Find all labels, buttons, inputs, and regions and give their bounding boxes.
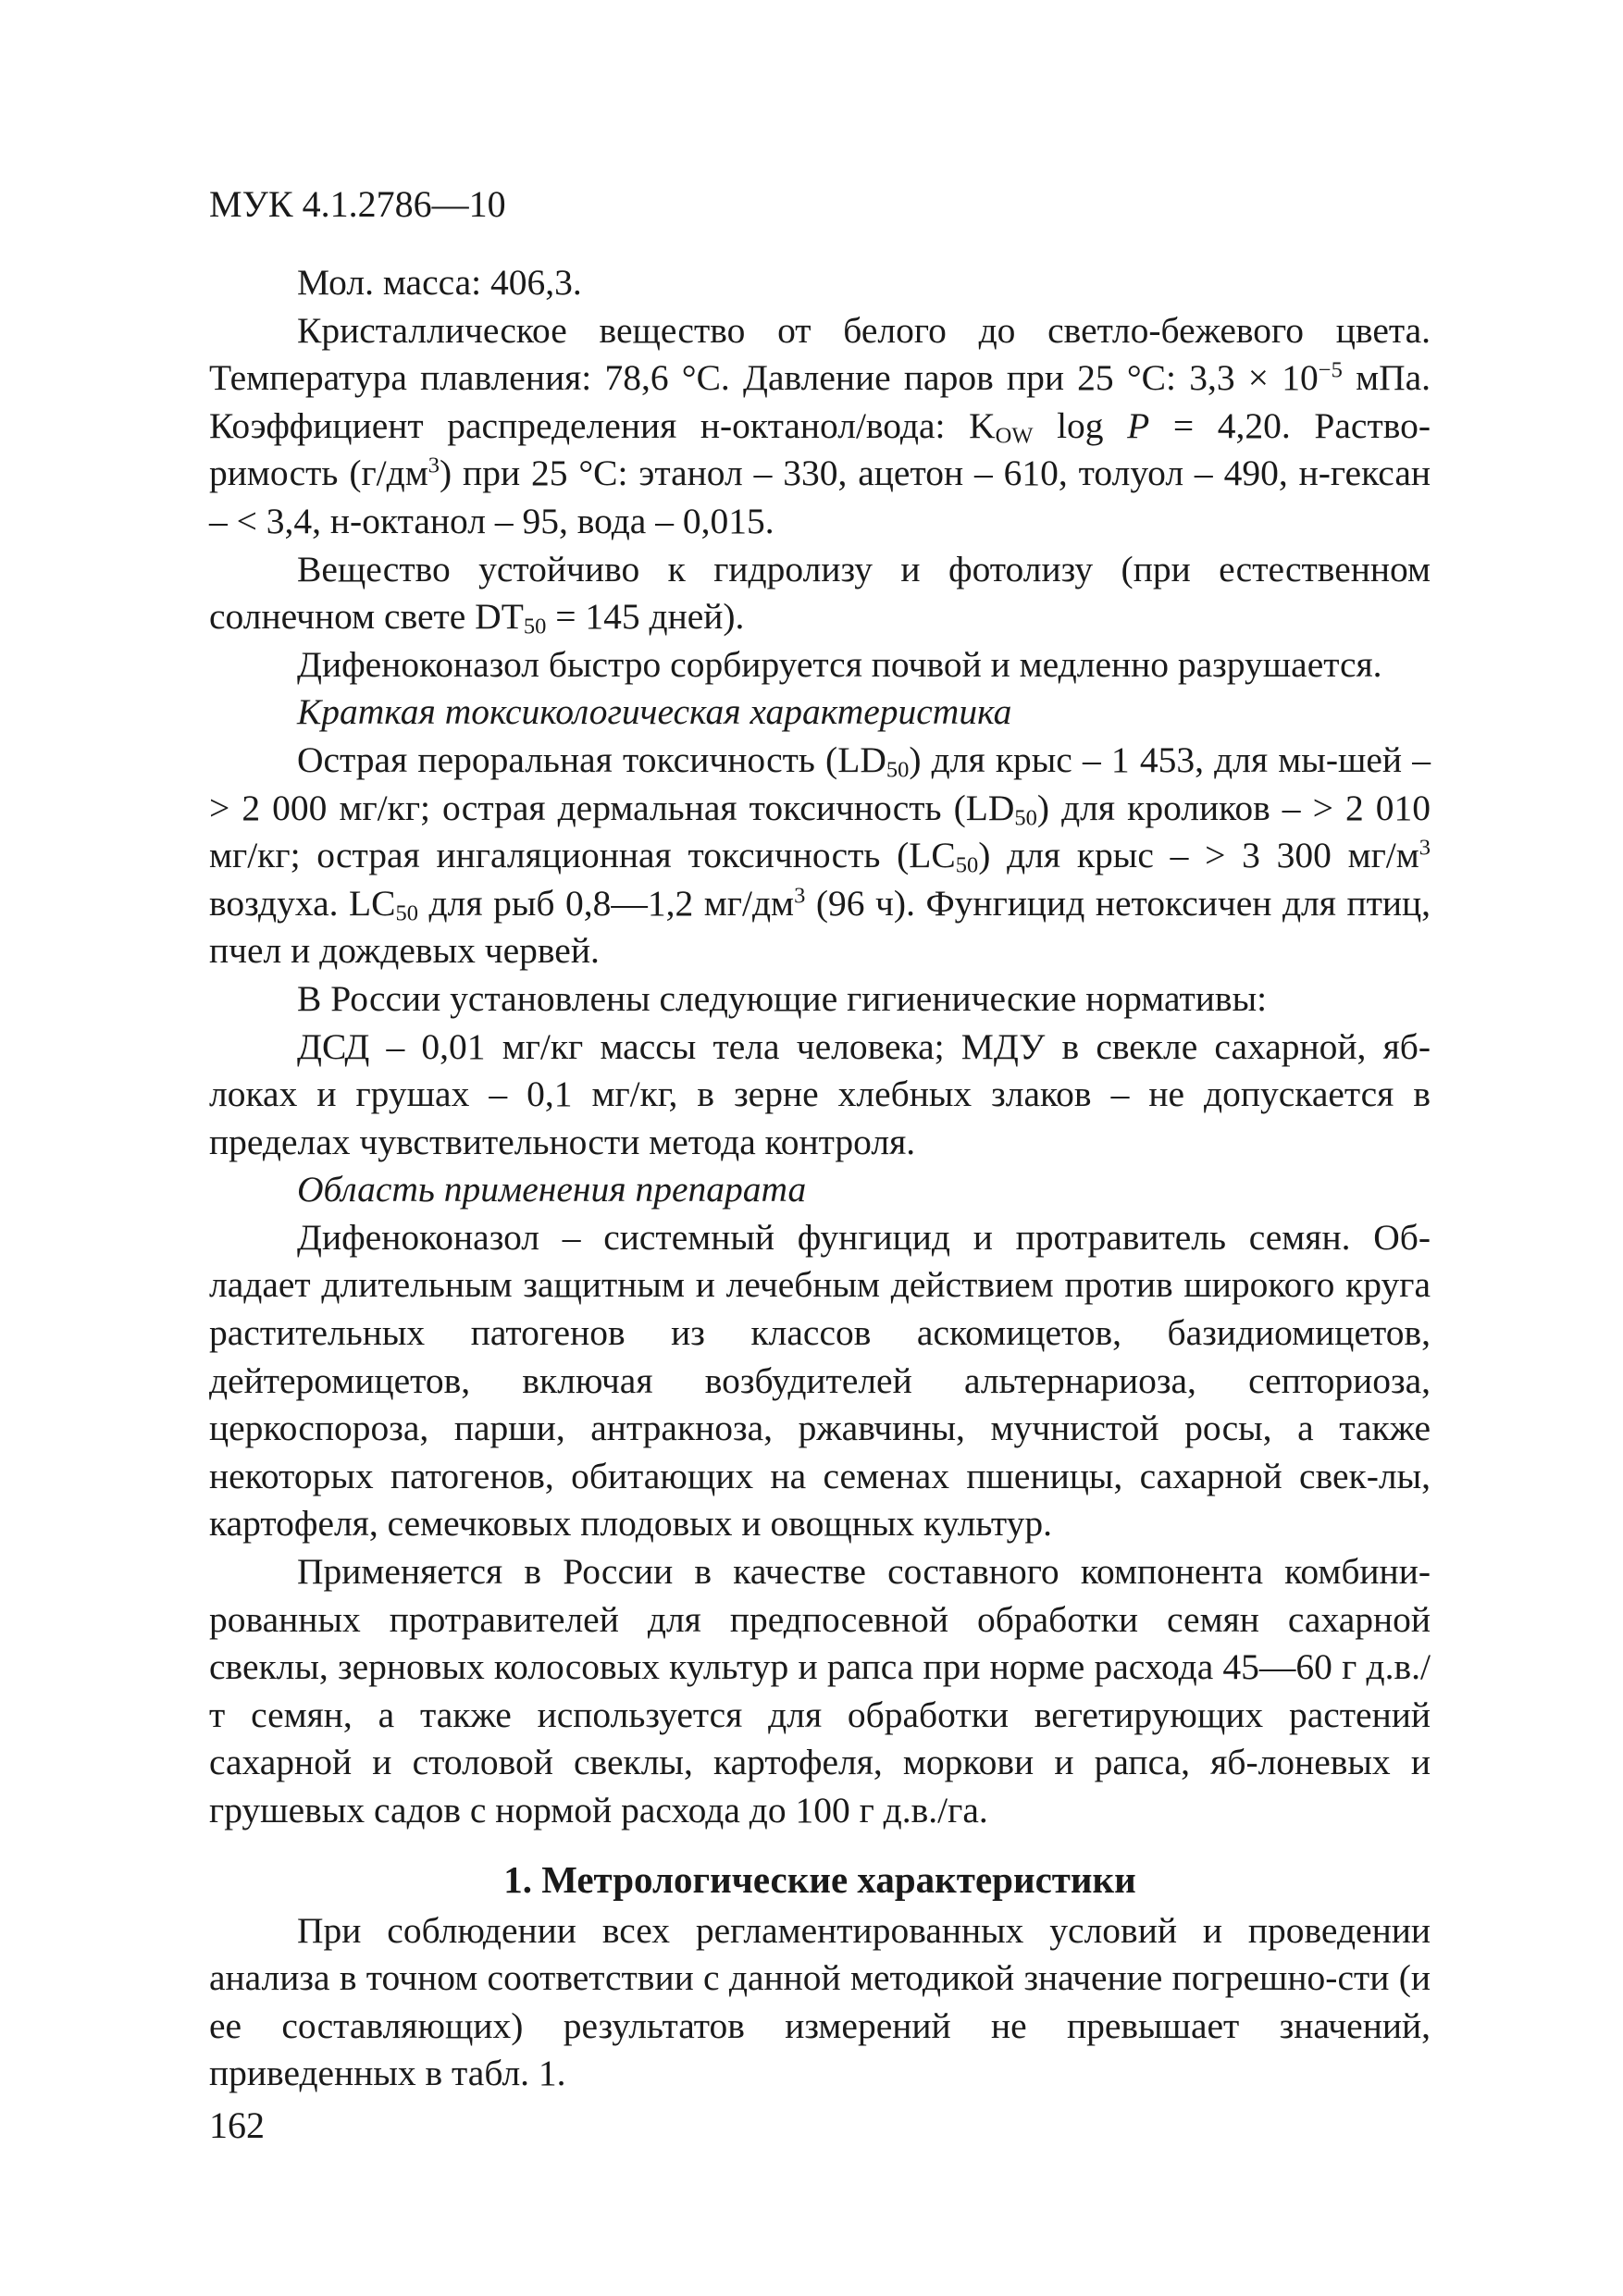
document-body — [209, 259, 1431, 2098]
text-run: воздуха. LC — [209, 882, 396, 924]
superscript: 3 — [794, 883, 806, 909]
text-run: (96 ч). Фунгицид нетоксичен для птиц, пчел и дождевых червей. — [209, 882, 1431, 972]
subscript: OW — [995, 423, 1034, 449]
text-run: Вещество устойчиво к гидролизу и фотолизу (при естественном солнечном свете DT — [209, 548, 1431, 638]
subscript: 50 — [886, 757, 910, 783]
hygiene-norms-intro: В России установлены следующие гигиенические нормативы: — [297, 977, 1268, 1019]
subscript: 50 — [523, 614, 547, 639]
text-run: для рыб 0,8—1,2 мг/дм — [418, 882, 795, 924]
application-heading: Область применения препарата — [297, 1169, 807, 1210]
text-run: ) для крыс – > 3 300 мг/м — [978, 835, 1419, 876]
hygiene-norms-paragraph: ДСД – 0,01 мг/кг массы тела человека; МДУ в свекле сахарной, яб-локах и грушах – 0,1 мг/кг, в зерне хлебных злаков – не допускается в пределах чувствительности метода контроля. — [209, 1025, 1431, 1162]
italic-symbol: P — [1127, 404, 1150, 446]
text-run: = 145 дней). — [546, 596, 745, 638]
text-run: мПа. Коэффициент распределения н-октанол/вода: K — [209, 357, 1431, 446]
toxicology-heading: Краткая токсикологическая характеристика — [297, 691, 1012, 733]
stability-paragraph — [209, 546, 1431, 641]
section-1-paragraph: При соблюдении всех регламентированных условий и проведении анализа в точном соответствии с данной методикой значение погрешно-сти (и ее составляющих) результатов измерений не превышает значений, приведенных в табл. 1. — [209, 1909, 1431, 2094]
superscript: 3 — [427, 453, 440, 478]
subscript: 50 — [395, 900, 419, 926]
text-run: ) при 25 °С: этанол – 330, ацетон – 610, толуол – 490, н-гексан – < 3,4, н-октанол – 95, вода – 0,015. — [209, 453, 1431, 541]
page-number: 162 — [209, 2104, 265, 2146]
text-run: Кристаллическое вещество от белого до светло-бежевого цвета. Температура плавления: 78,6 °С. Давление паров при 25 °С: 3,3 × 10 — [209, 309, 1431, 399]
text-run: Острая пероральная токсичность (LD — [297, 738, 886, 780]
text-run: ) для крыс – 1 453, для мы-шей – > 2 000 мг/кг; острая дермальная токсичность (LD — [209, 738, 1431, 828]
application-paragraph-1: Дифеноконазол – системный фунгицид и протравитель семян. Об-ладает длительным защитным и лечебным действием против широкого круга растительных патогенов из классов аскомицетов, базидиомицетов, дейтеромицетов, включая возбудителей альтернариоза, септориоза, церкоспороза, парши, антракноза, ржавчины, мучнистой росы, а также некоторых патогенов, обитающих на семенах пшеницы, сахарной свек-лы, картофеля, семечковых плодовых и овощных культур. — [209, 1216, 1431, 1545]
subscript: 50 — [1014, 804, 1037, 830]
text-run: = 4,20. Раство-римость (г/дм — [209, 404, 1431, 494]
molar-mass-paragraph: Мол. масса: 406,3. — [297, 262, 582, 303]
physical-properties-paragraph — [209, 307, 1431, 546]
section-1-heading: 1. Метрологические характеристики — [503, 1857, 1136, 1901]
toxicity-paragraph — [209, 737, 1431, 975]
superscript: −5 — [1318, 357, 1343, 383]
soil-paragraph: Дифеноконазол быстро сорбируется почвой и медленно разрушается. — [297, 643, 1382, 685]
subscript: 50 — [955, 852, 979, 878]
superscript: 3 — [1419, 835, 1431, 861]
application-paragraph-2: Применяется в России в качестве составного компонента комбини-рованных протравителей для предпосевной обработки семян сахарной свеклы, зерновых колосовых культур и рапса при норме расхода 45—60 г д.в./т семян, а также используется для обработки вегетирующих растений сахарной и столовой свеклы, картофеля, моркови и рапса, яб-лоневых и грушевых садов с нормой расхода до 100 г д.в./га. — [209, 1551, 1431, 1831]
document-code-header: МУК 4.1.2786—10 — [209, 183, 506, 225]
text-run: ) для кроликов – > 2 010 мг/кг; острая ингаляционная токсичность (LC — [209, 787, 1431, 876]
text-run: log — [1033, 404, 1128, 446]
